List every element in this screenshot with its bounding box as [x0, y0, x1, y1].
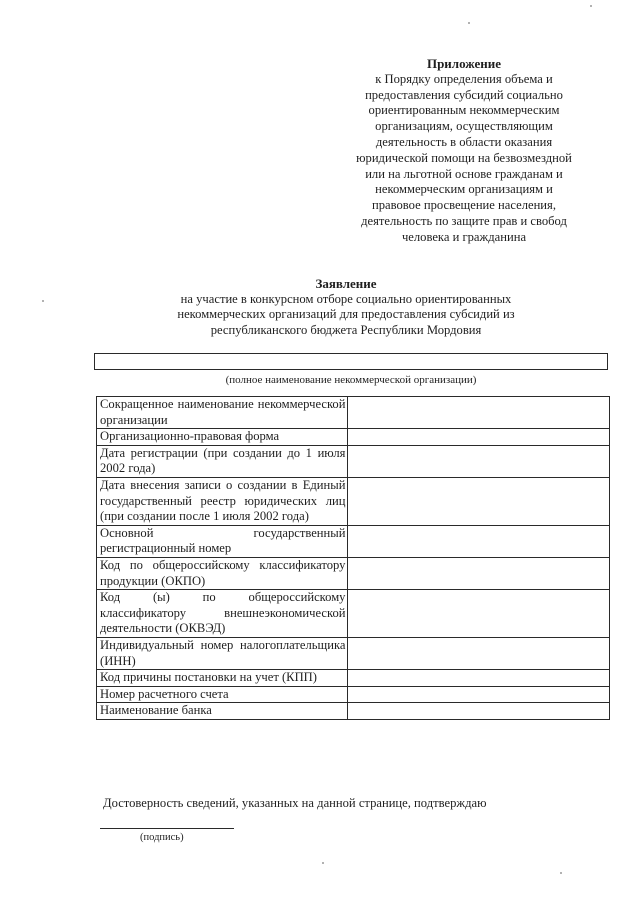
org-full-name-caption: (полное наименование некоммерческой организации): [225, 374, 477, 386]
appendix-line: или на льготной основе гражданам и: [365, 166, 563, 181]
row-label: Код по общероссийскому классификатору продукции (ОКПО): [97, 557, 348, 589]
table-row: [97, 525, 610, 557]
signature-caption: (подпись): [140, 832, 184, 843]
appendix-line: правовое просвещение населения,: [372, 198, 556, 213]
org-full-name-field[interactable]: [94, 353, 608, 370]
table-row: [97, 477, 610, 525]
row-value-field[interactable]: [348, 525, 610, 557]
row-label: Дата внесения записи о создании в Единый государственный реестр юридических лиц (при создании после 1 июля 2002 года): [97, 477, 348, 525]
table-row: [97, 397, 610, 429]
row-value-field[interactable]: [348, 429, 610, 446]
row-value-field[interactable]: [348, 686, 610, 703]
appendix-header: [330, 56, 598, 246]
appendix-line: организациям, осуществляющим: [375, 119, 553, 134]
row-value-field[interactable]: [348, 477, 610, 525]
appendix-line: деятельность по защите прав и свобод: [361, 213, 567, 228]
scan-speck: [42, 300, 44, 302]
row-value-field[interactable]: [348, 557, 610, 589]
row-value-field[interactable]: [348, 637, 610, 669]
scan-speck: [322, 862, 324, 864]
row-label: Организационно-правовая форма: [97, 429, 348, 446]
organization-details-table: [96, 396, 610, 720]
table-row: [97, 686, 610, 703]
scan-speck: [560, 872, 562, 874]
row-value-field[interactable]: [348, 703, 610, 720]
scan-speck: [590, 5, 592, 7]
row-label: Сокращенное наименование некоммерческой организации: [97, 397, 348, 429]
appendix-line: человека и гражданина: [401, 229, 527, 244]
signature-line[interactable]: [100, 828, 234, 829]
table-row: [97, 557, 610, 589]
statement-line: республиканского бюджета Республики Мордовия: [210, 322, 482, 337]
row-value-field[interactable]: [348, 670, 610, 687]
appendix-line: к Порядку определения объема и: [375, 71, 553, 86]
statement-header: [110, 276, 582, 338]
row-value-field[interactable]: [348, 445, 610, 477]
row-label: Номер расчетного счета: [97, 686, 348, 703]
row-label: Индивидуальный номер налогоплательщика (ИНН): [97, 637, 348, 669]
appendix-line: юридической помощи на безвозмездной: [356, 150, 572, 165]
table-row: [97, 429, 610, 446]
row-label: Код причины постановки на учет (КПП): [97, 670, 348, 687]
row-value-field[interactable]: [348, 590, 610, 638]
appendix-line: предоставления субсидий социально: [365, 87, 563, 102]
row-label: Наименование банка: [97, 703, 348, 720]
confirmation-text: Достоверность сведений, указанных на данной странице, подтверждаю: [103, 796, 487, 810]
appendix-title: Приложение: [426, 56, 502, 71]
table-row: [97, 670, 610, 687]
statement-line: на участие в конкурсном отборе социально ориентированных: [180, 291, 512, 306]
statement-line: некоммерческих организаций для предоставления субсидий из: [177, 307, 515, 322]
scan-speck: [468, 22, 470, 24]
table-row: [97, 445, 610, 477]
statement-title: Заявление: [315, 276, 377, 291]
row-value-field[interactable]: [348, 397, 610, 429]
table-row: [97, 590, 610, 638]
appendix-line: ориентированным некоммерческим: [368, 103, 560, 118]
appendix-line: некоммерческим организациям и: [375, 182, 553, 197]
table-row: [97, 637, 610, 669]
row-label: Дата регистрации (при создании до 1 июля 2002 года): [97, 445, 348, 477]
row-label: Основной государственный регистрационный номер: [97, 525, 348, 557]
appendix-line: деятельность в области оказания: [375, 134, 553, 149]
row-label: Код (ы) по общероссийскому классификатору внешнеэкономической деятельности (ОКВЭД): [97, 590, 348, 638]
table-row: [97, 703, 610, 720]
